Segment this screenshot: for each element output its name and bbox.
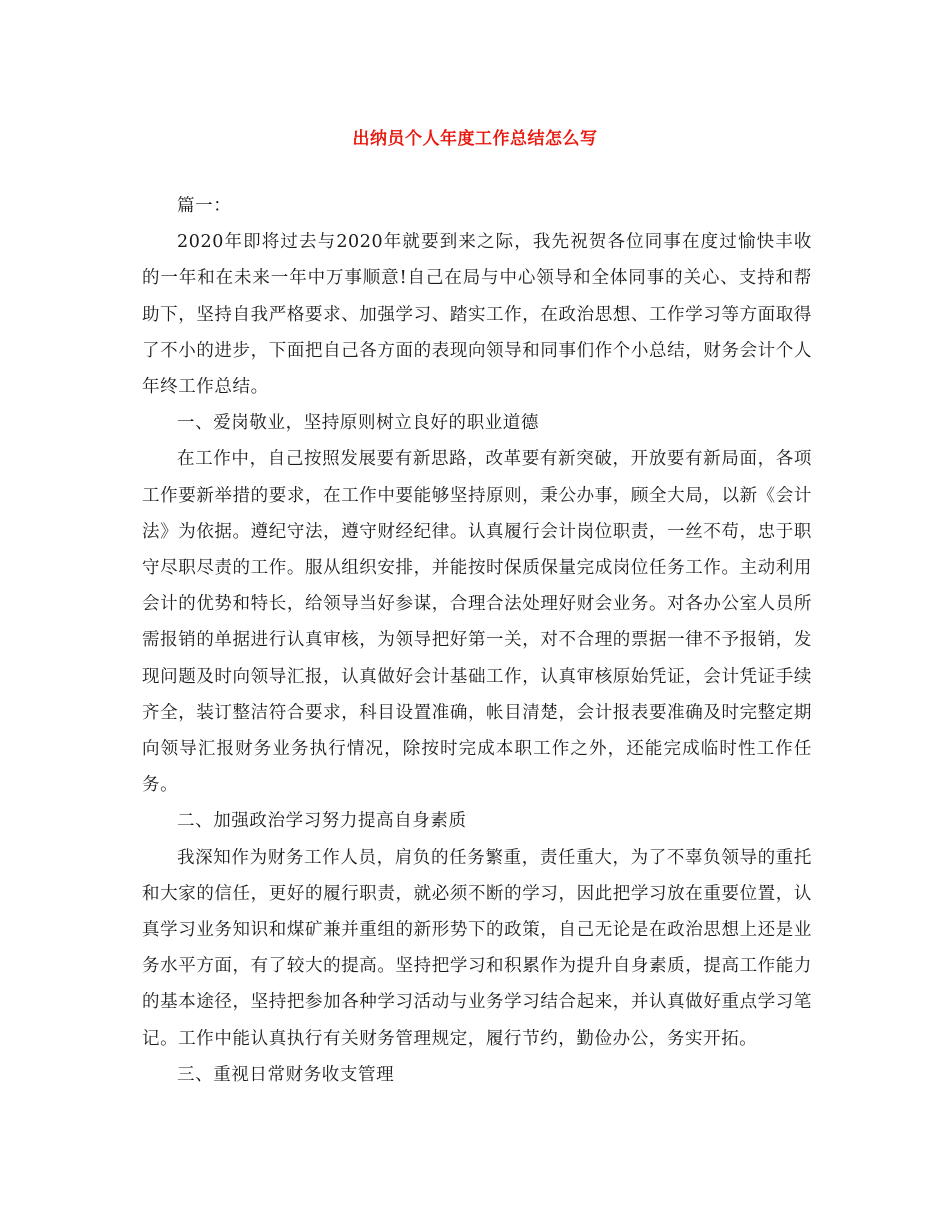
section-heading-2: 二、加强政治学习努力提高自身素质 xyxy=(177,811,467,832)
section-2-paragraph: 我深知作为财务工作人员，肩负的任务繁重，责任重大，为了不辜负领导的重托和大家的信任，更好的履行职责，就必须不断的学习，因此把学习放在重要位置，认真学习业务知识和煤矿兼并重组的新形势下的政策，自己无论是在政治思想上还是业务水平方面，有了较大的提高。坚持把学习和积累作为提升自身素质，提高工作能力的基本途径，坚持把参加各种学习活动与业务学习结合起来，并认真做好重点学习笔记。工作中能认真执行有关财务管理规定，履行节约，勤俭办公，务实开拓。 xyxy=(142,847,812,1049)
section-1-paragraph: 在工作中，自己按照发展要有新思路，改革要有新突破，开放要有新局面，各项工作要新举措的要求，在工作中要能够坚持原则，秉公办事，顾全大局，以新《会计法》为依据。遵纪守法，遵守财经纪律。认真履行会计岗位职责，一丝不苟，忠于职守尽职尽责的工作。服从组织安排，并能按时保质保量完成岗位任务工作。主动利用会计的优势和特长，给领导当好参谋，合理合法处理好财会业务。对各办公室人员所需报销的单据进行认真审核，为领导把好第一关，对不合理的票据一律不予报销，发现问题及时向领导汇报，认真做好会计基础工作，认真审核原始凭证，会计凭证手续齐全，装订整洁符合要求，科目设置准确，帐目清楚，会计报表要准确及时完整定期向领导汇报财务业务执行情况，除按时完成本职工作之外，还能完成临时性工作任务。 xyxy=(142,449,812,796)
section-heading-3: 三、重视日常财务收支管理 xyxy=(177,1064,395,1085)
document-title: 出纳员个人年度工作总结怎么写 xyxy=(352,129,598,149)
document-body xyxy=(142,188,812,1093)
section-heading-part-one: 篇一： xyxy=(177,196,232,216)
section-heading-1: 一、爱岗敬业，坚持原则树立良好的职业道德 xyxy=(177,413,539,434)
intro-paragraph: 2020年即将过去与2020年就要到来之际，我先祝贺各位同事在度过愉快丰收的一年和在未来一年中万事顺意!自己在局与中心领导和全体同事的关心、支持和帮助下，坚持自我严格要求、加强学习、踏实工作，在政治思想、工作学习等方面取得了不小的进步，下面把自己各方面的表现向领导和同事们作个小总结，财务会计个人年终工作总结。 xyxy=(142,232,812,398)
